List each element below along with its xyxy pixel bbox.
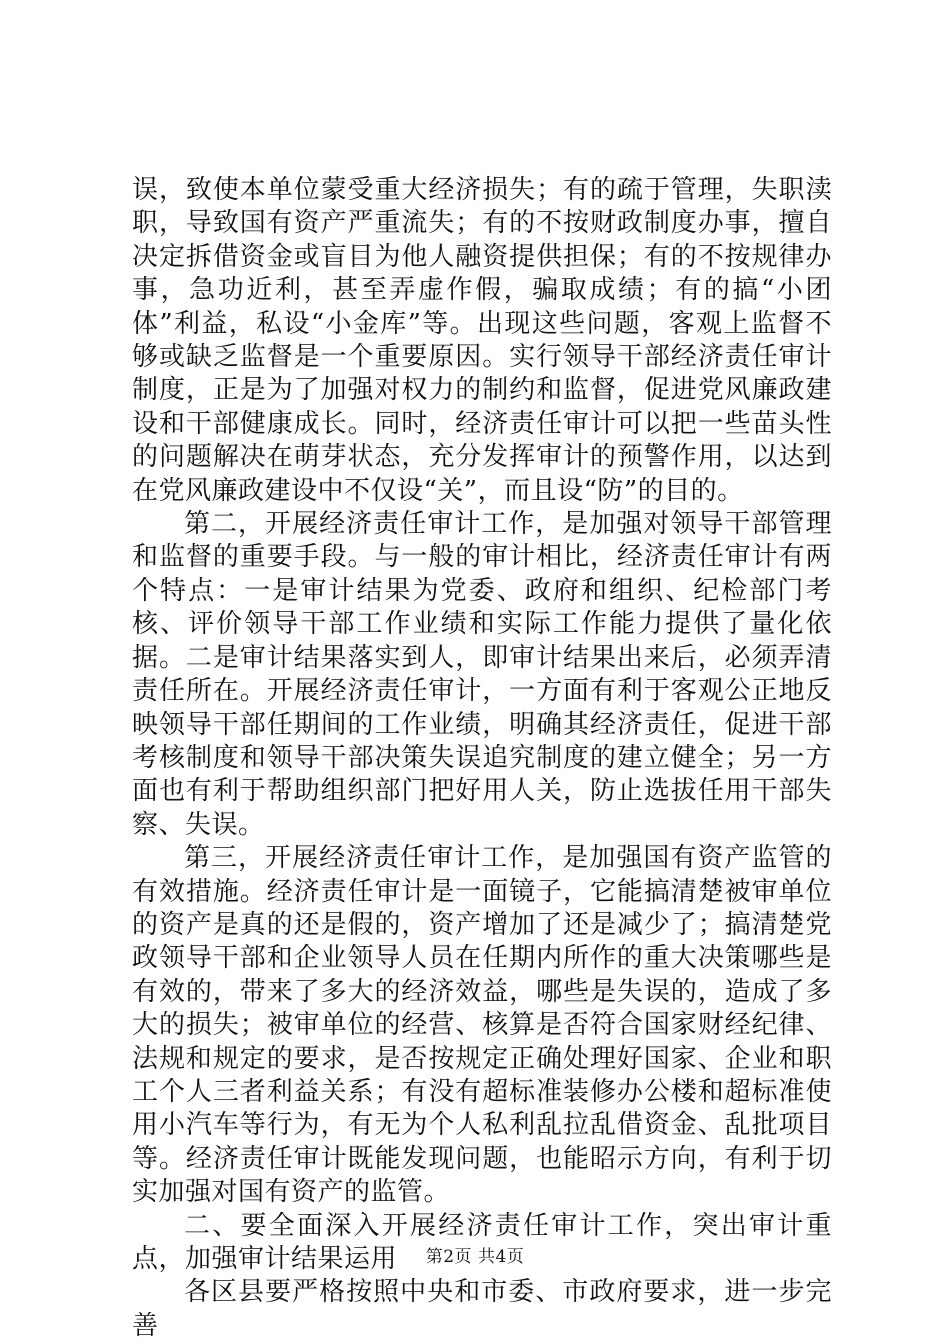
page-footer: 第2页 共4页 bbox=[425, 1247, 525, 1267]
section-heading: 二、要全面深入开展经济责任审计工作，突出审计重点，加强审计结果运用 bbox=[132, 1210, 832, 1274]
paragraph: 各区县要严格按照中央和市委、市政府要求，进一步完善 bbox=[132, 1277, 832, 1341]
paragraph: 第三，开展经济责任审计工作，是加强国有资产监管的有效措施。经济责任审计是一面镜子，它能搞清楚被审单位的资产是真的还是假的，资产增加了还是减少了；搞清楚党政领导干部和企业领导人员在任期内所作的重大决策哪些是有效的，带来了多大的经济效益，哪些是失误的，造成了多大的损失；被审单位的经营、核算是否符合国家财经纪律、法规和规定的要求，是否按规定正确处理好国家、企业和职工个人三者利益关系；有没有超标准装修办公楼和超标准使用小汽车等行为，有无为个人私利乱拉乱借资金、乱批项目等。经济责任审计既能发现问题，也能昭示方向，有利于切实加强对国有资产的监管。 bbox=[132, 843, 832, 1208]
document-body bbox=[132, 174, 832, 1343]
paragraph: 第二，开展经济责任审计工作，是加强对领导干部管理和监督的重要手段。与一般的审计相比，经济责任审计有两个特点：一是审计结果为党委、政府和组织、纪检部门考核、评价领导干部工作业绩和实际工作能力提供了量化依据。二是审计结果落实到人，即审计结果出来后，必须弄清责任所在。开展经济责任审计，一方面有利于客观公正地反映领导干部任期间的工作业绩，明确其经济责任，促进干部考核制度和领导干部决策失误追究制度的建立健全；另一方面也有利于帮助组织部门把好用人关，防止选拔任用干部失察、失误。 bbox=[132, 509, 832, 840]
paragraph: 误，致使本单位蒙受重大经济损失；有的疏于管理，失职渎职，导致国有资产严重流失；有的不按财政制度办事，擅自决定拆借资金或盲目为他人融资提供担保；有的不按规律办事，急功近利，甚至弄虚作假，骗取成绩；有的搞“小团体”利益，私设“小金库”等。出现这些问题，客观上监督不够或缺乏监督是一个重要原因。实行领导干部经济责任审计制度，正是为了加强对权力的制约和监督，促进党风廉政建设和干部健康成长。同时，经济责任审计可以把一些苗头性的问题解决在萌芽状态，充分发挥审计的预警作用，以达到在党风廉政建设中不仅设“关”，而且设“防”的目的。 bbox=[132, 175, 832, 506]
